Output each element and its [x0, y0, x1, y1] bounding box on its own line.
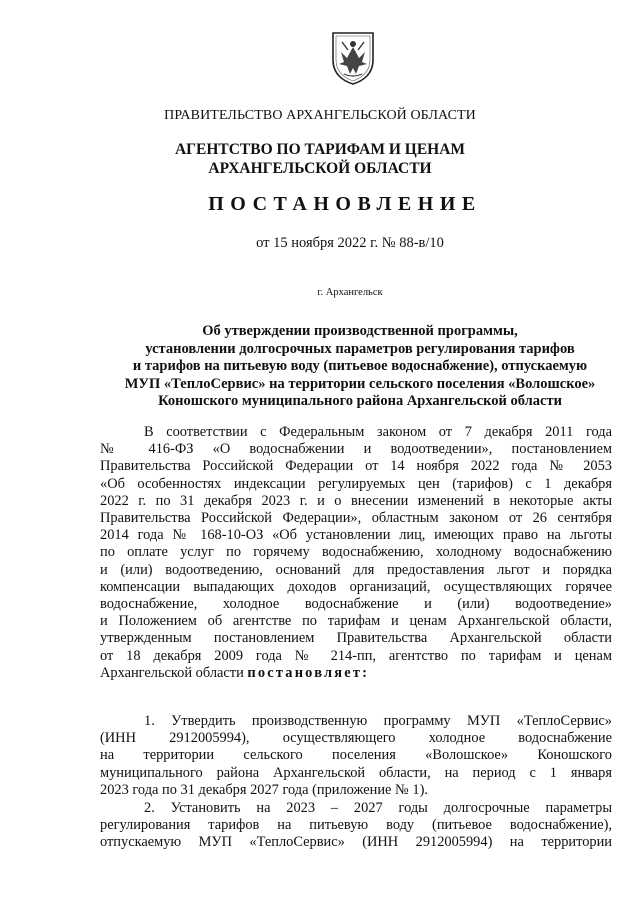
subject-line: Коношского муниципального района Архангельской области [158, 393, 562, 409]
text-line: от 18 декабря 2009 года № 214-пп, агентство по тарифам и ценам [100, 647, 612, 664]
preamble-paragraph [100, 424, 612, 682]
subject-line: Об утверждении производственной программы, [202, 323, 518, 339]
text-line: и (или) водоотведению, оснований для предоставления льгот и порядка [100, 561, 612, 578]
text-line: на территории сельского поселения «Волошское» Коношского [100, 747, 612, 764]
subject-line: МУП «ТеплоСервис» на территории сельского поселения «Волошское» [124, 375, 596, 392]
text-line: по оплате услуг по горячему водоснабжению, холодному водоснабжению [100, 544, 612, 561]
city-name: г. Архангельск [317, 287, 383, 298]
item-1-paragraph [100, 713, 612, 799]
text-line-last [100, 665, 612, 682]
text-line: отпускаемую МУП «ТеплоСервис» (ИНН 2912005994) на территории [100, 834, 612, 851]
subject-line: установлении долгосрочных параметров регулирования тарифов [145, 340, 575, 357]
text-line: Правительства Российской Федерации», областным законом от 26 сентября [100, 510, 612, 527]
text-line: 2014 года № 168-10-ОЗ «Об установлении лиц, имеющих право на льготы [100, 527, 612, 544]
text-line: и Положением об агентстве по тарифам и ценам Архангельской области, [100, 613, 612, 630]
resolves-word: постановляет: [247, 664, 370, 681]
text-line: 1. Утвердить производственную программу МУП «ТеплоСервис» [144, 713, 612, 729]
agency-title-line1: АГЕНТСТВО ПО ТАРИФАМ И ЦЕНАМ [174, 141, 466, 158]
preamble-last: Архангельской области [100, 664, 248, 681]
subject-line: и тарифов на питьевую воду (питьевое водоснабжение), отпускаемую [132, 358, 588, 374]
agency-title [0, 140, 640, 178]
coat-of-arms-emblem [330, 30, 376, 86]
text-line: В соответствии с Федеральным законом от 7 декабря 2011 года [144, 424, 612, 440]
text-line: «Об особенностях индексации регулируемых цен (тарифов) с 1 декабря [100, 475, 612, 492]
text-line: муниципального района Архангельской области, на период с 1 января [100, 764, 612, 781]
text-line: регулирования тарифов на питьевую воду (питьевое водоснабжение), [100, 817, 612, 834]
item-2-paragraph [100, 800, 612, 852]
text-line: № 416-ФЗ «О водоснабжении и водоотведении», постановлением [100, 441, 612, 458]
text-line: (ИНН 2912005994), осуществляющего холодное водоснабжение [100, 730, 612, 747]
document-type: ПОСТАНОВЛЕНИЕ [208, 193, 482, 215]
text-line: компенсации выпадающих доходов организаций, осуществляющих горячее [100, 578, 612, 595]
agency-title-line2: АРХАНГЕЛЬСКОЙ ОБЛАСТИ [208, 160, 432, 177]
text-line: 2023 года по 31 декабря 2027 года (приложение № 1). [100, 781, 428, 798]
government-title: ПРАВИТЕЛЬСТВО АРХАНГЕЛЬСКОЙ ОБЛАСТИ [164, 108, 476, 123]
text-line: Правительства Российской Федерации от 14 ноября 2022 года № 2053 [100, 458, 612, 475]
text-line: утвержденным постановлением Правительства Архангельской области [100, 630, 612, 647]
date-number: от 15 ноября 2022 г. № 88-в/10 [256, 235, 444, 251]
text-line: 2022 г. по 31 декабря 2023 г. и о внесении изменений в некоторые акты [100, 492, 612, 509]
text-line: водоснабжение, холодное водоснабжение и (или) водоотведение» [100, 596, 612, 613]
text-line: 2. Установить на 2023 – 2027 годы долгосрочные параметры [144, 800, 612, 816]
document-subject [100, 323, 620, 411]
